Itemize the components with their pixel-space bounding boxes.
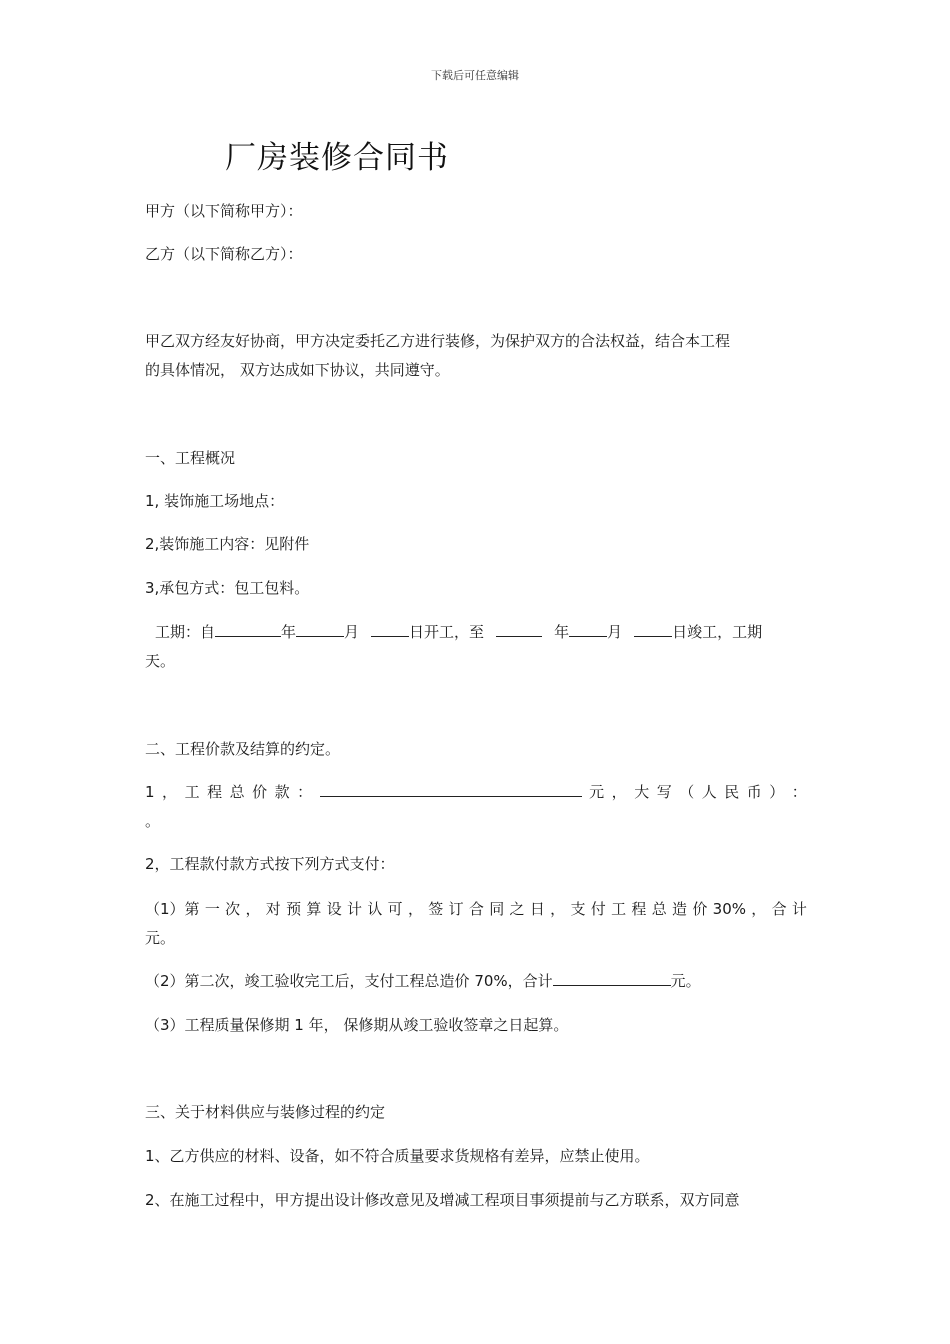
payment-2-unit: 元。 <box>670 972 701 990</box>
end-month-blank[interactable] <box>569 618 607 637</box>
start-day-blank[interactable] <box>371 618 409 637</box>
price-char: 总 <box>229 783 245 801</box>
pay1-char: 造 <box>672 900 688 918</box>
pay1-char: 一 <box>204 900 220 918</box>
period-day-2: 日竣工，工期 <box>672 623 763 641</box>
end-day-blank[interactable] <box>634 618 672 637</box>
section-3-item-2: 2、在施工过程中，甲方提出设计修改意见及增减工程项目事须提前与乙方联系，双方同意 <box>145 1191 740 1209</box>
construction-period-end: 天。 <box>145 652 176 670</box>
pay1-char: 日 <box>529 900 545 918</box>
pay1-char: 合 <box>468 900 484 918</box>
price-char: 价 <box>252 783 268 801</box>
price-char: 写 <box>656 783 672 801</box>
pay1-char: ， <box>550 900 566 918</box>
page-header: 下载后可任意编辑 <box>431 69 519 82</box>
period-lead: 工期：自 <box>155 623 216 641</box>
pay1-char: （1）第 <box>145 900 200 918</box>
party-b-line: 乙方（以下简称乙方）： <box>145 245 303 263</box>
price-char: ， <box>162 783 178 801</box>
payment-2-text: （2）第二次，竣工验收完工后，支付工程总造价 70%，合计 <box>145 972 553 990</box>
pay1-char: 对 <box>265 900 281 918</box>
document-title: 厂房装修合同书 <box>225 140 449 176</box>
price-char: ， <box>611 783 627 801</box>
start-month-blank[interactable] <box>296 618 344 637</box>
total-price-blank[interactable] <box>320 778 582 797</box>
pay1-char: 计 <box>347 900 363 918</box>
pay1-char: 预 <box>286 900 302 918</box>
pay1-char: 价 <box>692 900 708 918</box>
pay1-char: ， <box>245 900 261 918</box>
price-char: （ <box>679 783 695 801</box>
pay1-char: 次 <box>225 900 241 918</box>
price-char: 人 <box>701 783 717 801</box>
payment-1-line <box>145 895 807 924</box>
period-month-1: 月 <box>344 623 360 641</box>
end-year-blank[interactable] <box>496 618 542 637</box>
section-3-heading: 三、关于材料供应与装修过程的约定 <box>145 1103 386 1121</box>
party-a-line: 甲方（以下简称甲方）： <box>145 202 303 220</box>
pay1-char: 付 <box>590 900 606 918</box>
pay1-char: 程 <box>631 900 647 918</box>
pay1-char: 同 <box>489 900 505 918</box>
pay1-char: 支 <box>570 900 586 918</box>
pay1-char: 订 <box>448 900 464 918</box>
pay1-char: 之 <box>509 900 525 918</box>
section-2-item-2: 2，工程款付款方式按下列方式支付： <box>145 855 395 873</box>
period-month-2: 月 <box>607 623 623 641</box>
construction-period-line <box>145 618 807 647</box>
total-price-end: 。 <box>145 812 161 830</box>
pay1-char: ， <box>751 900 767 918</box>
price-char: 工 <box>184 783 200 801</box>
pay1-char: 工 <box>611 900 627 918</box>
price-char: ： <box>791 783 807 801</box>
price-char: 币 <box>746 783 762 801</box>
section-1-item-1: 1, 装饰施工场地点： <box>145 492 285 510</box>
pay1-char: 计 <box>791 900 807 918</box>
section-1-item-3: 3,承包方式：包工包料。 <box>145 579 310 597</box>
price-char: 1 <box>145 783 155 801</box>
payment-2-line <box>145 967 807 996</box>
price-char: 程 <box>207 783 223 801</box>
total-price-line <box>145 778 807 807</box>
section-1-heading: 一、工程概况 <box>145 449 236 467</box>
period-year-2: 年 <box>554 623 570 641</box>
pay1-char: 合 <box>771 900 787 918</box>
period-day-1: 日开工，至 <box>409 623 485 641</box>
period-year-1: 年 <box>281 623 297 641</box>
intro-paragraph-line-1: 甲乙双方经友好协商，甲方决定委托乙方进行装修，为保护双方的合法权益，结合本工程 <box>145 332 731 350</box>
price-char: 元 <box>589 783 605 801</box>
pay1-char: 签 <box>428 900 444 918</box>
pay1-char: 设 <box>326 900 342 918</box>
section-3-item-1: 1、乙方供应的材料、设备，如不符合质量要求货规格有差异，应禁止使用。 <box>145 1147 650 1165</box>
price-char: 款 <box>274 783 290 801</box>
section-2-heading: 二、工程价款及结算的约定。 <box>145 740 341 758</box>
start-year-blank[interactable] <box>215 618 281 637</box>
price-char: ： <box>297 783 313 801</box>
section-1-item-2: 2,装饰施工内容：见附件 <box>145 535 310 553</box>
intro-paragraph-line-2: 的具体情况， 双方达成如下协议，共同遵守。 <box>145 361 450 379</box>
pay1-char: 算 <box>306 900 322 918</box>
pay1-char: 总 <box>651 900 667 918</box>
payment-2-amount-blank[interactable] <box>553 967 671 986</box>
payment-1-end: 元。 <box>145 929 176 947</box>
price-char: ） <box>769 783 785 801</box>
pay1-char: ， <box>407 900 423 918</box>
pay1-char: 认 <box>367 900 383 918</box>
pay1-char: 可 <box>387 900 403 918</box>
pay1-char: 30% <box>712 900 746 918</box>
payment-3-line: （3）工程质量保修期 1 年， 保修期从竣工验收签章之日起算。 <box>145 1016 569 1034</box>
price-char: 民 <box>724 783 740 801</box>
price-char: 大 <box>634 783 650 801</box>
